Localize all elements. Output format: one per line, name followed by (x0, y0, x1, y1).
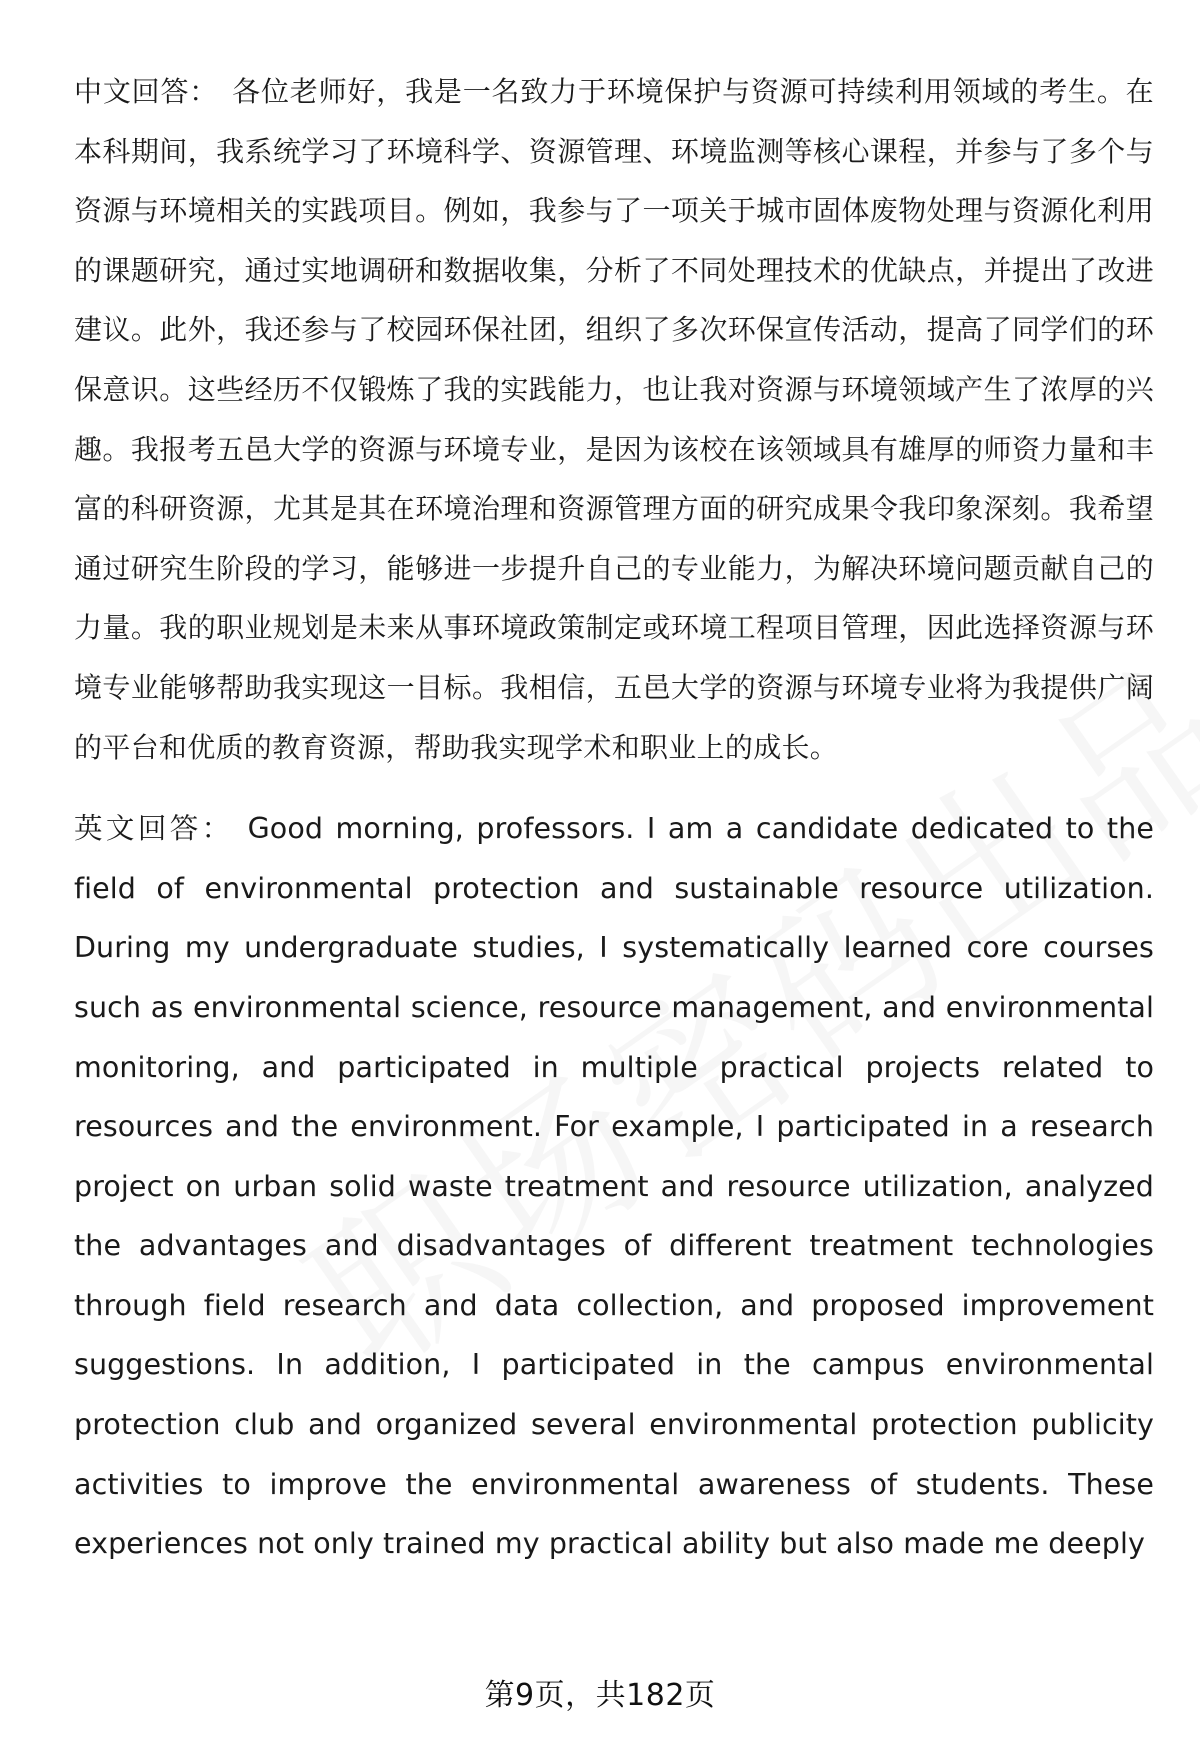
chinese-answer-label: 中文回答： (74, 75, 219, 108)
page-footer (0, 1670, 1200, 1714)
page-indicator: 第9页，共182页 (484, 1678, 716, 1713)
english-answer-label: 英文回答： (74, 812, 234, 846)
english-answer-text: Good morning, professors. I am a candidate dedicated to the field of environmental protection and sustainable resource utilization. During my undergraduate studies, I systematically learned core courses such as environmental science, resource management, and environmental monitoring, and participated in multiple practical projects related to resources and the environment. For example, I participated in a research project on urban solid waste treatment and resource utilization, analyzed the advantages and disadvantages of different treatment technologies through field research and data collection, and proposed improvement suggestions. In addition, I participated in the campus environmental protection club and organized several environmental protection publicity activities to improve the environmental awareness of students. These experiences not only trained my practical ability but also made me deeply (74, 812, 1154, 1561)
page-content (74, 62, 1154, 1574)
chinese-answer-text: 各位老师好，我是一名致力于环境保护与资源可持续利用领域的考生。在本科期间，我系统学习了环境科学、资源管理、环境监测等核心课程，并参与了多个与资源与环境相关的实践项目。例如，我参与了一项关于城市固体废物处理与资源化利用的课题研究，通过实地调研和数据收集，分析了不同处理技术的优缺点，并提出了改进建议。此外，我还参与了校园环保社团，组织了多次环保宣传活动，提高了同学们的环保意识。这些经历不仅锻炼了我的实践能力，也让我对资源与环境领域产生了浓厚的兴趣。我报考五邑大学的资源与环境专业，是因为该校在该领域具有雄厚的师资力量和丰富的科研资源，尤其是其在环境治理和资源管理方面的研究成果令我印象深刻。我希望通过研究生阶段的学习，能够进一步提升自己的专业能力，为解决环境问题贡献自己的力量。我的职业规划是未来从事环境政策制定或环境工程项目管理，因此选择资源与环境专业能够帮助我实现这一目标。我相信，五邑大学的资源与环境专业将为我提供广阔的平台和优质的教育资源，帮助我实现学术和职业上的成长。 (74, 75, 1154, 764)
chinese-answer-paragraph (74, 62, 1154, 777)
english-answer-paragraph (74, 799, 1154, 1574)
